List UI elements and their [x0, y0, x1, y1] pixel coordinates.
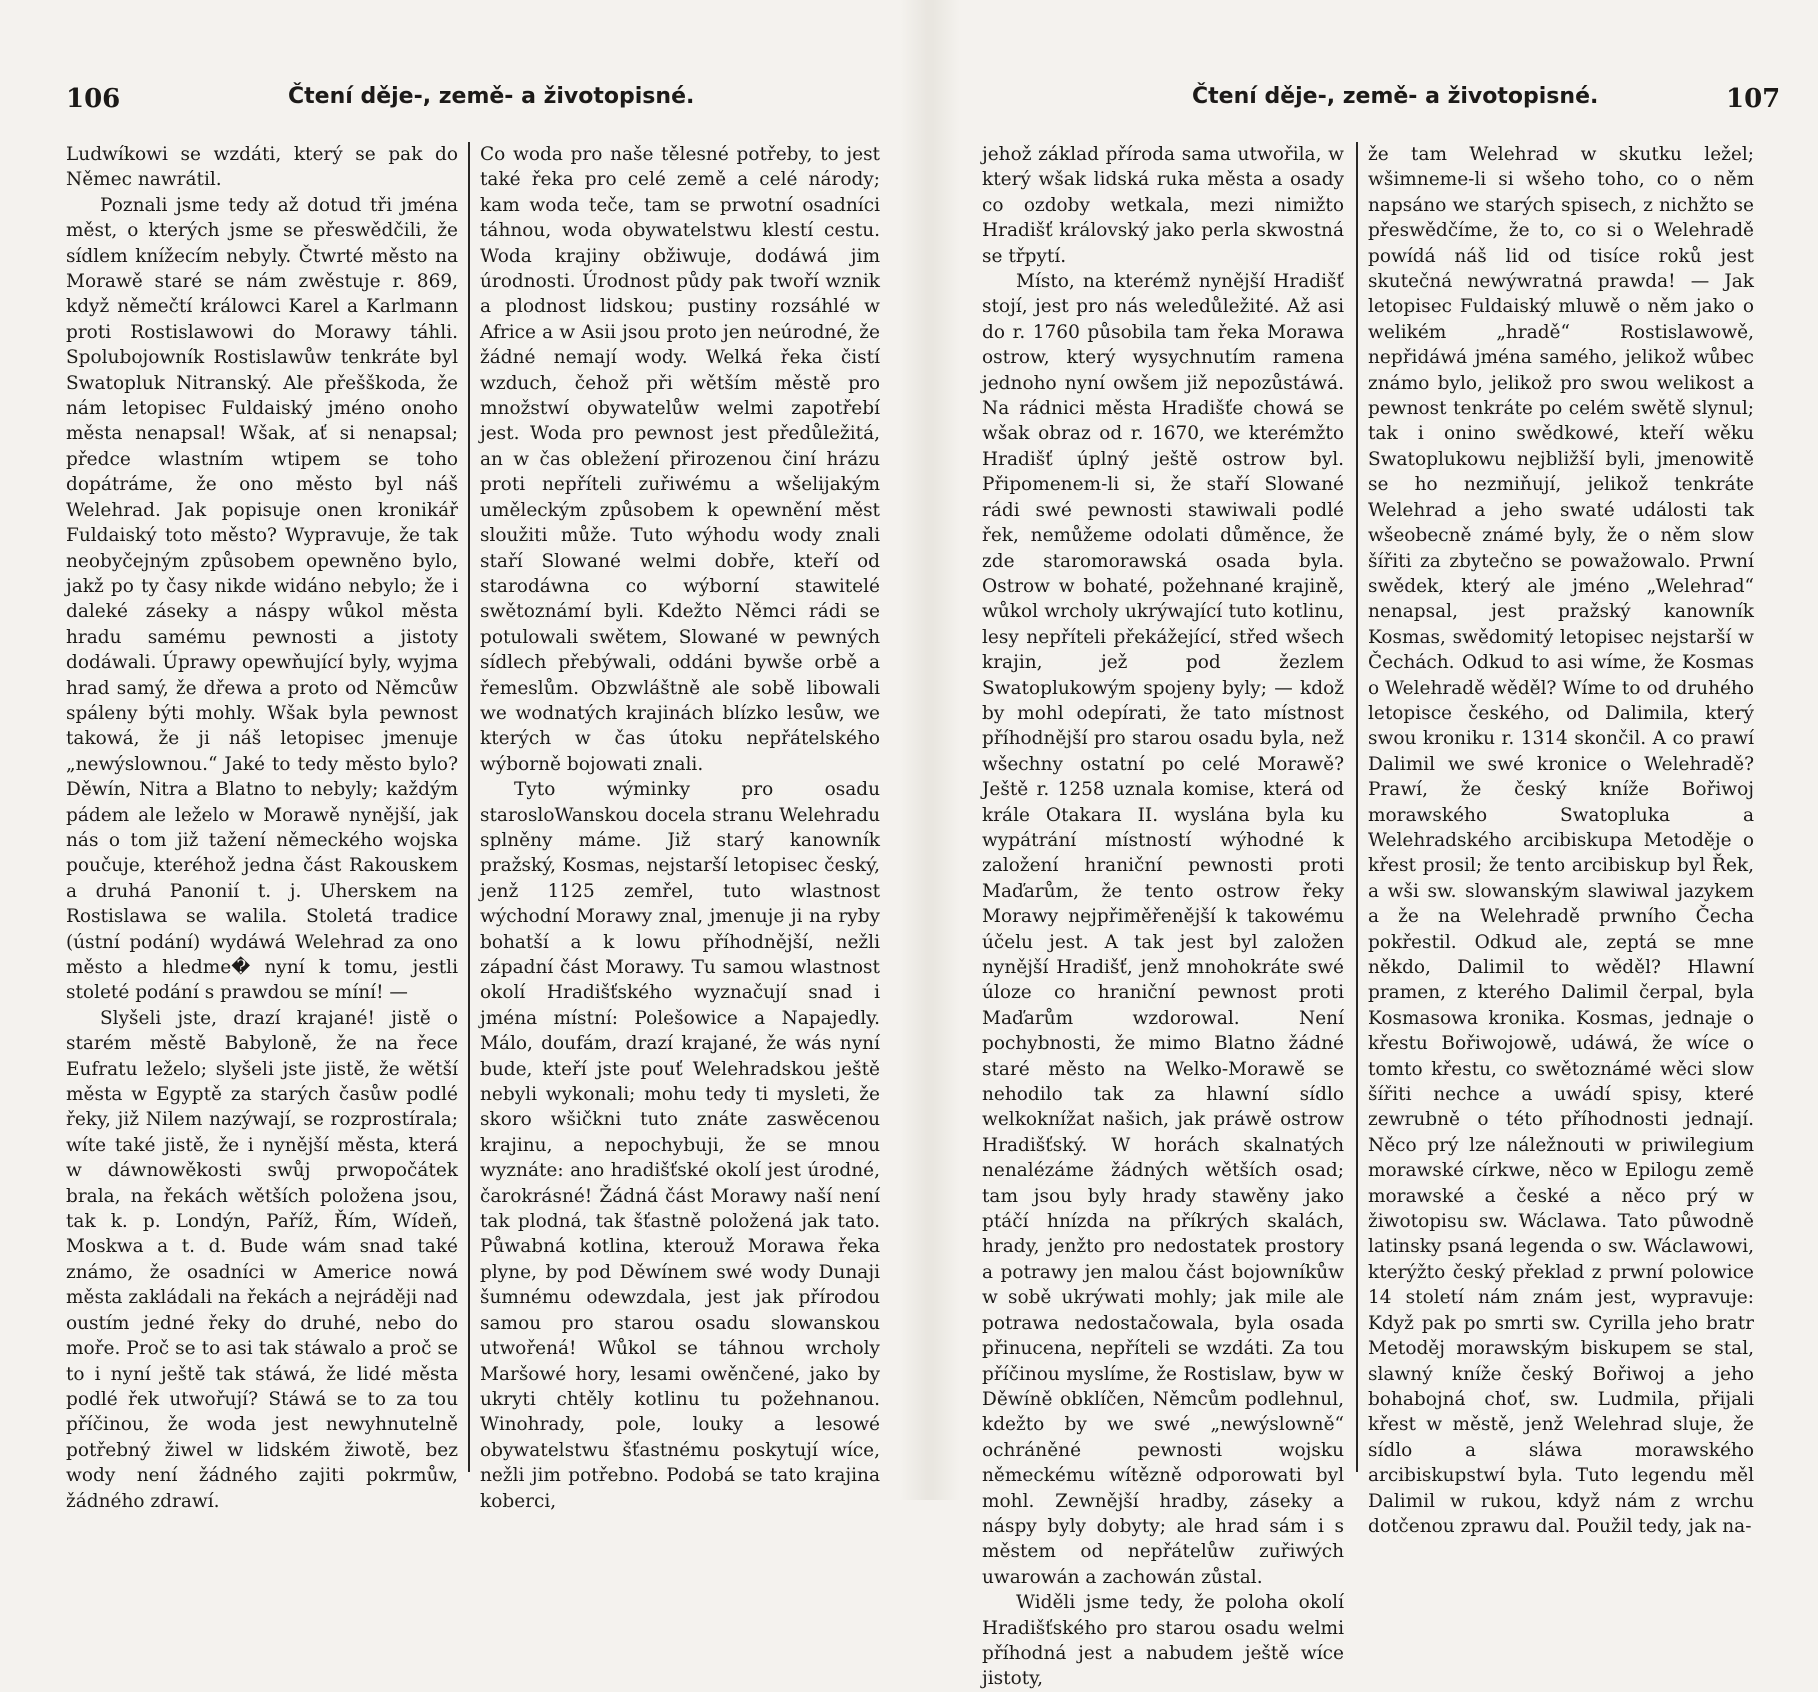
text-column-2: [480, 142, 880, 1512]
left-page: [0, 0, 900, 1512]
text-column-1: [982, 142, 1344, 1690]
paragraph: Tyto wýminky pro osadu starosloWanskou docela stranu Welehradu splněny máme. Již starý kanowník pražský, Kosmas, nejstarší letopisec český, jenž 1125 zemřel, tuto wlastnost wýchodní Morawy znal, jmenuje ji na ryby bohatší a k lowu příhodnější, nežli západní část Morawy. Tu samou wlastnost okolí Hradišťského wyznačují snad i jména místní: Polešowice a Napajedly. Málo, doufám, drazí krajané, že wás nyní bude, kteří jste pouť Welehradskou ještě nebyli wykonali; mohu tedy ti mysleti, že skoro wšičkni tuto znáte zaswěcenou krajinu, a nepochybuji, že se mnou wyznáte: ano hradišťské okolí jest úrodné, čarokrásné! Žádná část Morawy naší není tak plodná, tak šťastně položená jak tato. Půwabná kotlina, kterouž Morawa řeka plyne, by pod Děwínem swé wody Dunaji šumnému odewzdala, jest jak přírodou samou pro starou osadu slowanskou utwořená! Wůkol se táhnou wrcholy Maršowé hory, lesami owěnčené, jako by ukryti chtěly kotlinu tu požehnanou. Winohrady, pole, louky a lesowé obywatelstwu šťastnému poskytují wíce, nežli jim potřebno. Podobá se tato krajina koberci,: [480, 779, 880, 1512]
paragraph: Widěli jsme tedy, že poloha okolí Hradišťského pro starou osadu welmi příhodná jest a nabudem ještě wíce jistoty,: [982, 1592, 1344, 1690]
page-number: 106: [66, 84, 121, 114]
text-column-1: [66, 142, 458, 1512]
paragraph: Poznali jsme tedy až dotud tři jména měst, o kterých jsme se přeswědčili, že sídlem knížecím nebyly. Čtwrté město na Morawě staré se nám zwěstuje r. 869, když němečtí králowci Karel a Karlmann proti Rostislawowi do Morawy táhli. Spolubojowník Rostislawůw tenkráte byl Swatopluk Nitranský. Ale přešškoda, že nám letopisec Fuldaiský jméno onoho města nenapsal! Wšak, ať si nenapsal; předce wlastním wtipem se toho dopátráme, že ono město byl náš Welehrad. Jak popisuje onen kronikář Fuldaiský toto město? Wypravuje, že tak neobyčejným způsobem opewněno bylo, jakž po ty časy nikde widáno nebylo; že i daleké záseky a náspy wůkol města hradu samému pewnosti a jistoty dodáwali. Úprawy opewňující byly, wyjma hrad samý, že dřewa a proto od Němcůw spáleny býti mohly. Wšak byla pewnost takowá, že ji náš letopisec jmenuje „newýslownou.“ Jaké to tedy město bylo? Děwín, Nitra a Blatno to nebyly; každým pádem ale leželo w Morawě nynější, jak nás o tom již tažení německého wojska poučuje, kteréhož jedna část Rakouskem a druhá Panonií t. j. Uherskem na Rostislawa se walila. Stoletá tradice (ústní podání) wydáwá Welehrad za ono město a hledme� nyní k tomu, jestli stoleté podání s prawdou se míní! —: [66, 194, 458, 1004]
right-page: [960, 0, 1818, 1690]
running-head: Čtení děje-, země- a životopisné.: [1192, 84, 1599, 109]
paragraph: Místo, na kterémž nynější Hradišť stojí, jest pro nás weledůležité. Až asi do r. 1760 působila tam řeka Morawa ostrow, který wysychnutím ramena jednoho nyní owšem již nepozůstáwá. Na rádnici města Hradišťe chowá se wšak obraz od r. 1670, we kterémžto Hradišť úplný ještě ostrow byl. Připomenem-li si, že staří Slowané rádi swé pewnosti stawiwali podlé řek, nemůžeme odolati důměnce, že zde staromorawská osada byla. Ostrow w bohaté, požehnané krajině, wůkol wrcholy ukrýwající tuto kotlinu, lesy nepříteli překážející, střed wšech krajin, jež pod žezlem Swatoplukowým spojeny byly; — kdož by mohl odepírati, že tato místnost příhodnější pro starou osadu byla, než wšechny ostatní po celé Morawě? Ještě r. 1258 uznala komise, která od krále Otakara II. wyslána byla ku wypátrání místností wýhodné k založení hraniční pewnosti proti Maďarům, že tento ostrow řeky Morawy nejpřiměřenější k takowému účelu jest. A tak jest byl založen nynější Hradišť, jenž mnohokráte swé úloze co hraniční pewnost proti Maďarům wzdorowal. Není pochybnosti, že mimo Blatno žádné staré město na Welko-Morawě se nehodilo tak za hlawní sídlo welkoknížat našich, jak práwě ostrow Hradišťský. W horách skalnatých nenalézáme žádných wětších osad; tam jsou byly hrady stawěny jako ptáčí hnízda na příkrých skalách, hrady, jenžto pro nedostatek prostory a potrawy jen malou část bojowníkůw w sobě ukrýwati mohly; jak mile ale potrawa nedostačowala, byla osada přinucena, nepříteli se wzdáti. Za tou příčinou myslíme, že Rostislaw, byw w Děwíně obklíčen, Němcům podlehnul, kdežto by we swé „newýslowně“ ochráněné pewnosti wojsku německému wítězně odporowati byl mohl. Zewnější hradby, záseky a náspy byly dobyty; ale hrad sám i s městem od nepřátelůw zuřiwých uwarowán a zachowán zůstal.: [982, 271, 1344, 1588]
book-gutter: [900, 0, 960, 1500]
column-rule: [468, 142, 470, 1472]
text-column-2: [1368, 142, 1754, 1537]
column-rule: [1356, 142, 1358, 1472]
running-head: Čtení děje-, země- a životopisné.: [288, 84, 695, 109]
page-number: 107: [1726, 84, 1781, 114]
paragraph: Slyšeli jste, drazí krajané! jistě o starém městě Babyloně, že na řece Eufratu leželo; slyšeli jste jistě, že wětší města w Egyptě za starých časůw podlé řeky, již Nilem nazýwají, se rozprostírala; wíte také jistě, že i nynější města, která w dáwnowěkosti swůj prwopočátek brala, na řekách wětších položena jsou, tak k. p. Londýn, Paříž, Řím, Wídeň, Moskwa a t. d. Bude wám snad také známo, že osadníci w Americe nowá města zakládali na řekách a nejráději nad oustím jedné řeky do druhé, nebo do moře. Proč se to asi tak stáwalo a proč se to i nyní ještě tak stáwá, že lidé města podlé řek utwořují? Stáwá se to za tou příčinou, že woda jest newyhnutelně potřebný žiwel w lidském žiwotě, bez wody není žádného zajiti pokrmůw, žádného zdrawí.: [66, 1007, 458, 1512]
paragraph: Ludwíkowi se wzdáti, který se pak do Němec nawrátil.: [66, 144, 458, 191]
paragraph: že tam Welehrad w skutku ležel; wšimneme-li si wšeho toho, co o něm napsáno we starých spisech, z nichžto se přeswědčíme, že to, co si o Welehradě powídá náš lid od tisíce roků jest skutečná newýwratná prawda! — Jak letopisec Fuldaiský mluwě o něm jako o welikém „hradě“ Rostislawowě, nepřidáwá jména samého, jelikož wůbec známo bylo, jelikož pro swou welikost a pewnost tenkráte po celém swětě slynul; tak i onino swědkowé, kteří wěku Swatoplukowu nejbližší byli, jmenowitě se ho nezmiňují, jelikož tenkráte Welehrad a jeho swaté události tak wšeobecně známé byly, že o něm slow šířiti za zbytečno se powažowalo. Prwní swědek, který ale jméno „Welehrad“ nenapsal, jest pražský kanowník Kosmas, swědomitý letopisec nejstarší w Čechách. Odkud to asi wíme, že Kosmas o Welehradě wěděl? Wíme to od druhého letopisce českého, od Dalimila, který swou kroniku r. 1314 skončil. A co prawí Dalimil we swé kronice o Welehradě? Prawí, že český kníže Bořiwoj morawského Swatopluka a Welehradského arcibiskupa Metoděje o křest prosil; že tento arcibiskup byl Řek, a wši sw. slowanským slawiwal jazykem a že na Welehradě prwního Čecha pokřestil. Odkud ale, zeptá se mne někdo, Dalimil to wěděl? Hlawní pramen, z kterého Dalimil čerpal, byla Kosmasowa kronika. Kosmas, jednaje o křestu Bořiwojowě, udáwá, že wíce o tomto křestu, co swětoznámé wěci slow šířiti nechce a uwádí spisy, které zewrubně o této příhodnosti jednají. Něco prý lze náležnouti w priwilegium morawské církwe, něco w Epilogu země morawské a české a něco prý w žiwotopisu sw. Wáclawa. Tato půwodně latinsky psaná legenda o sw. Wáclawowi, kterýžto český překlad z prwní polowice 14 století nám znám jest, wypravuje: Když pak po smrti sw. Cyrilla jeho bratr Metoděj morawským biskupem se stal, slawný kníže český Bořiwoj a jeho bohabojná choť, sw. Ludmila, přijali křest w městě, jenž Welehrad sluje, že sídlo a sláwa morawského arcibiskupstwí byla. Tuto legendu měl Dalimil w rukou, když nám z wrchu dotčenou zprawu dal. Použil tedy, jak na-: [1368, 144, 1754, 1537]
paragraph: Co woda pro naše tělesné potřeby, to jest také řeka pro celé země a celé národy; kam woda teče, tam se prwotní osadníci táhnou, woda obywatelstwu klestí cestu. Woda krajiny obžiwuje, dodáwá jim úrodnosti. Úrodnost půdy pak twoří wznik a plodnost lidskou; pustiny rozsáhlé w Africe a w Asii jsou proto jen neúrodné, že žádné nemají wody. Welká řeka čistí wzduch, čehož při wětším městě pro množstwí obywatelůw welmi zapotřebí jest. Woda pro pewnost jest předůležitá, an w čas obležení přirozenou činí hrázu proti nepříteli zuřiwému a wšelijakým uměleckým způsobem k opewnění měst sloužiti může. Tuto wýhodu wody znali staří Slowané welmi dobře, kteří od starodáwna co wýborní stawitelé swětoznámí byli. Kdežto Němci rádi se potulowali swětem, Slowané w pewných sídlech přebýwali, oddáni bywše orbě a řemeslům. Obzwláštně ale sobě libowali we wodnatých krajinách blízko lesůw, we kterých w čas útoku nepřátelského wýborně bojowati znali.: [480, 144, 880, 775]
paragraph: jehož základ příroda sama utwořila, w který wšak lidská ruka města a osady co ozdoby wetkala, mezi nimižto Hradišť královský jako perla skwostná se třpytí.: [982, 144, 1344, 267]
